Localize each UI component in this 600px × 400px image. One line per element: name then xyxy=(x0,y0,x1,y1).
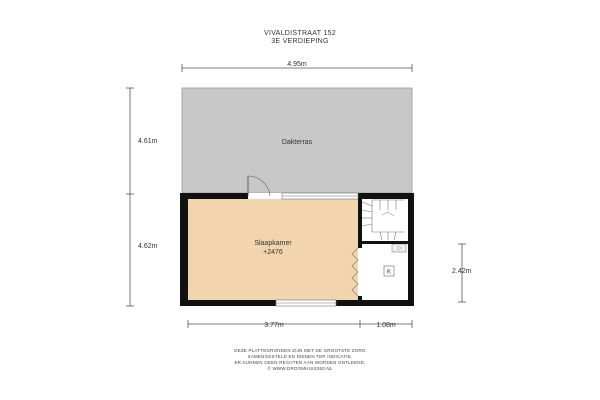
dimension-bottom xyxy=(188,320,412,329)
floor-title: 3E VERDIEPING xyxy=(271,38,329,45)
dimension-bottom-right-label: 1.08m xyxy=(376,322,396,329)
terrace-label: Dakterras xyxy=(281,139,313,146)
stair-area xyxy=(362,199,408,241)
bedroom-height-label: +2476 xyxy=(263,249,283,256)
disclaimer-line-1: DEZE PLATTEGRONDEN ZIJN MET DE GROOTSTE ZORG xyxy=(234,348,366,353)
dimension-left xyxy=(126,88,158,306)
dimension-top-label: 4.95m xyxy=(287,61,307,68)
dimension-top xyxy=(182,61,412,72)
address-title: VIVALDISTRAAT 152 xyxy=(263,30,337,37)
washbasin-icon xyxy=(392,244,406,252)
dimension-right xyxy=(452,244,472,302)
dimension-left-upper-label: 4.61m xyxy=(138,138,158,145)
dimension-left-lower-label: 4.62m xyxy=(138,243,158,250)
disclaimer-line-3: ER KUNNEN GEEN RECHTEN AAN WORDEN ONTLEEND. xyxy=(234,360,366,365)
dimension-bottom-left-label: 3.77m xyxy=(264,322,284,329)
terrace-door-opening xyxy=(248,193,282,199)
closet-label: K xyxy=(386,269,392,276)
disclaimer-line-4: © WWW.DROOMHUIS360.NL xyxy=(267,366,333,371)
bedroom-label: Slaapkamer xyxy=(254,240,292,247)
disclaimer-line-2: SAMENGESTELD EN DIENEN TER INDICATIE. xyxy=(247,354,353,359)
inner-wall-horizontal xyxy=(362,241,408,244)
dimension-right-label: 2.42m xyxy=(452,268,472,275)
